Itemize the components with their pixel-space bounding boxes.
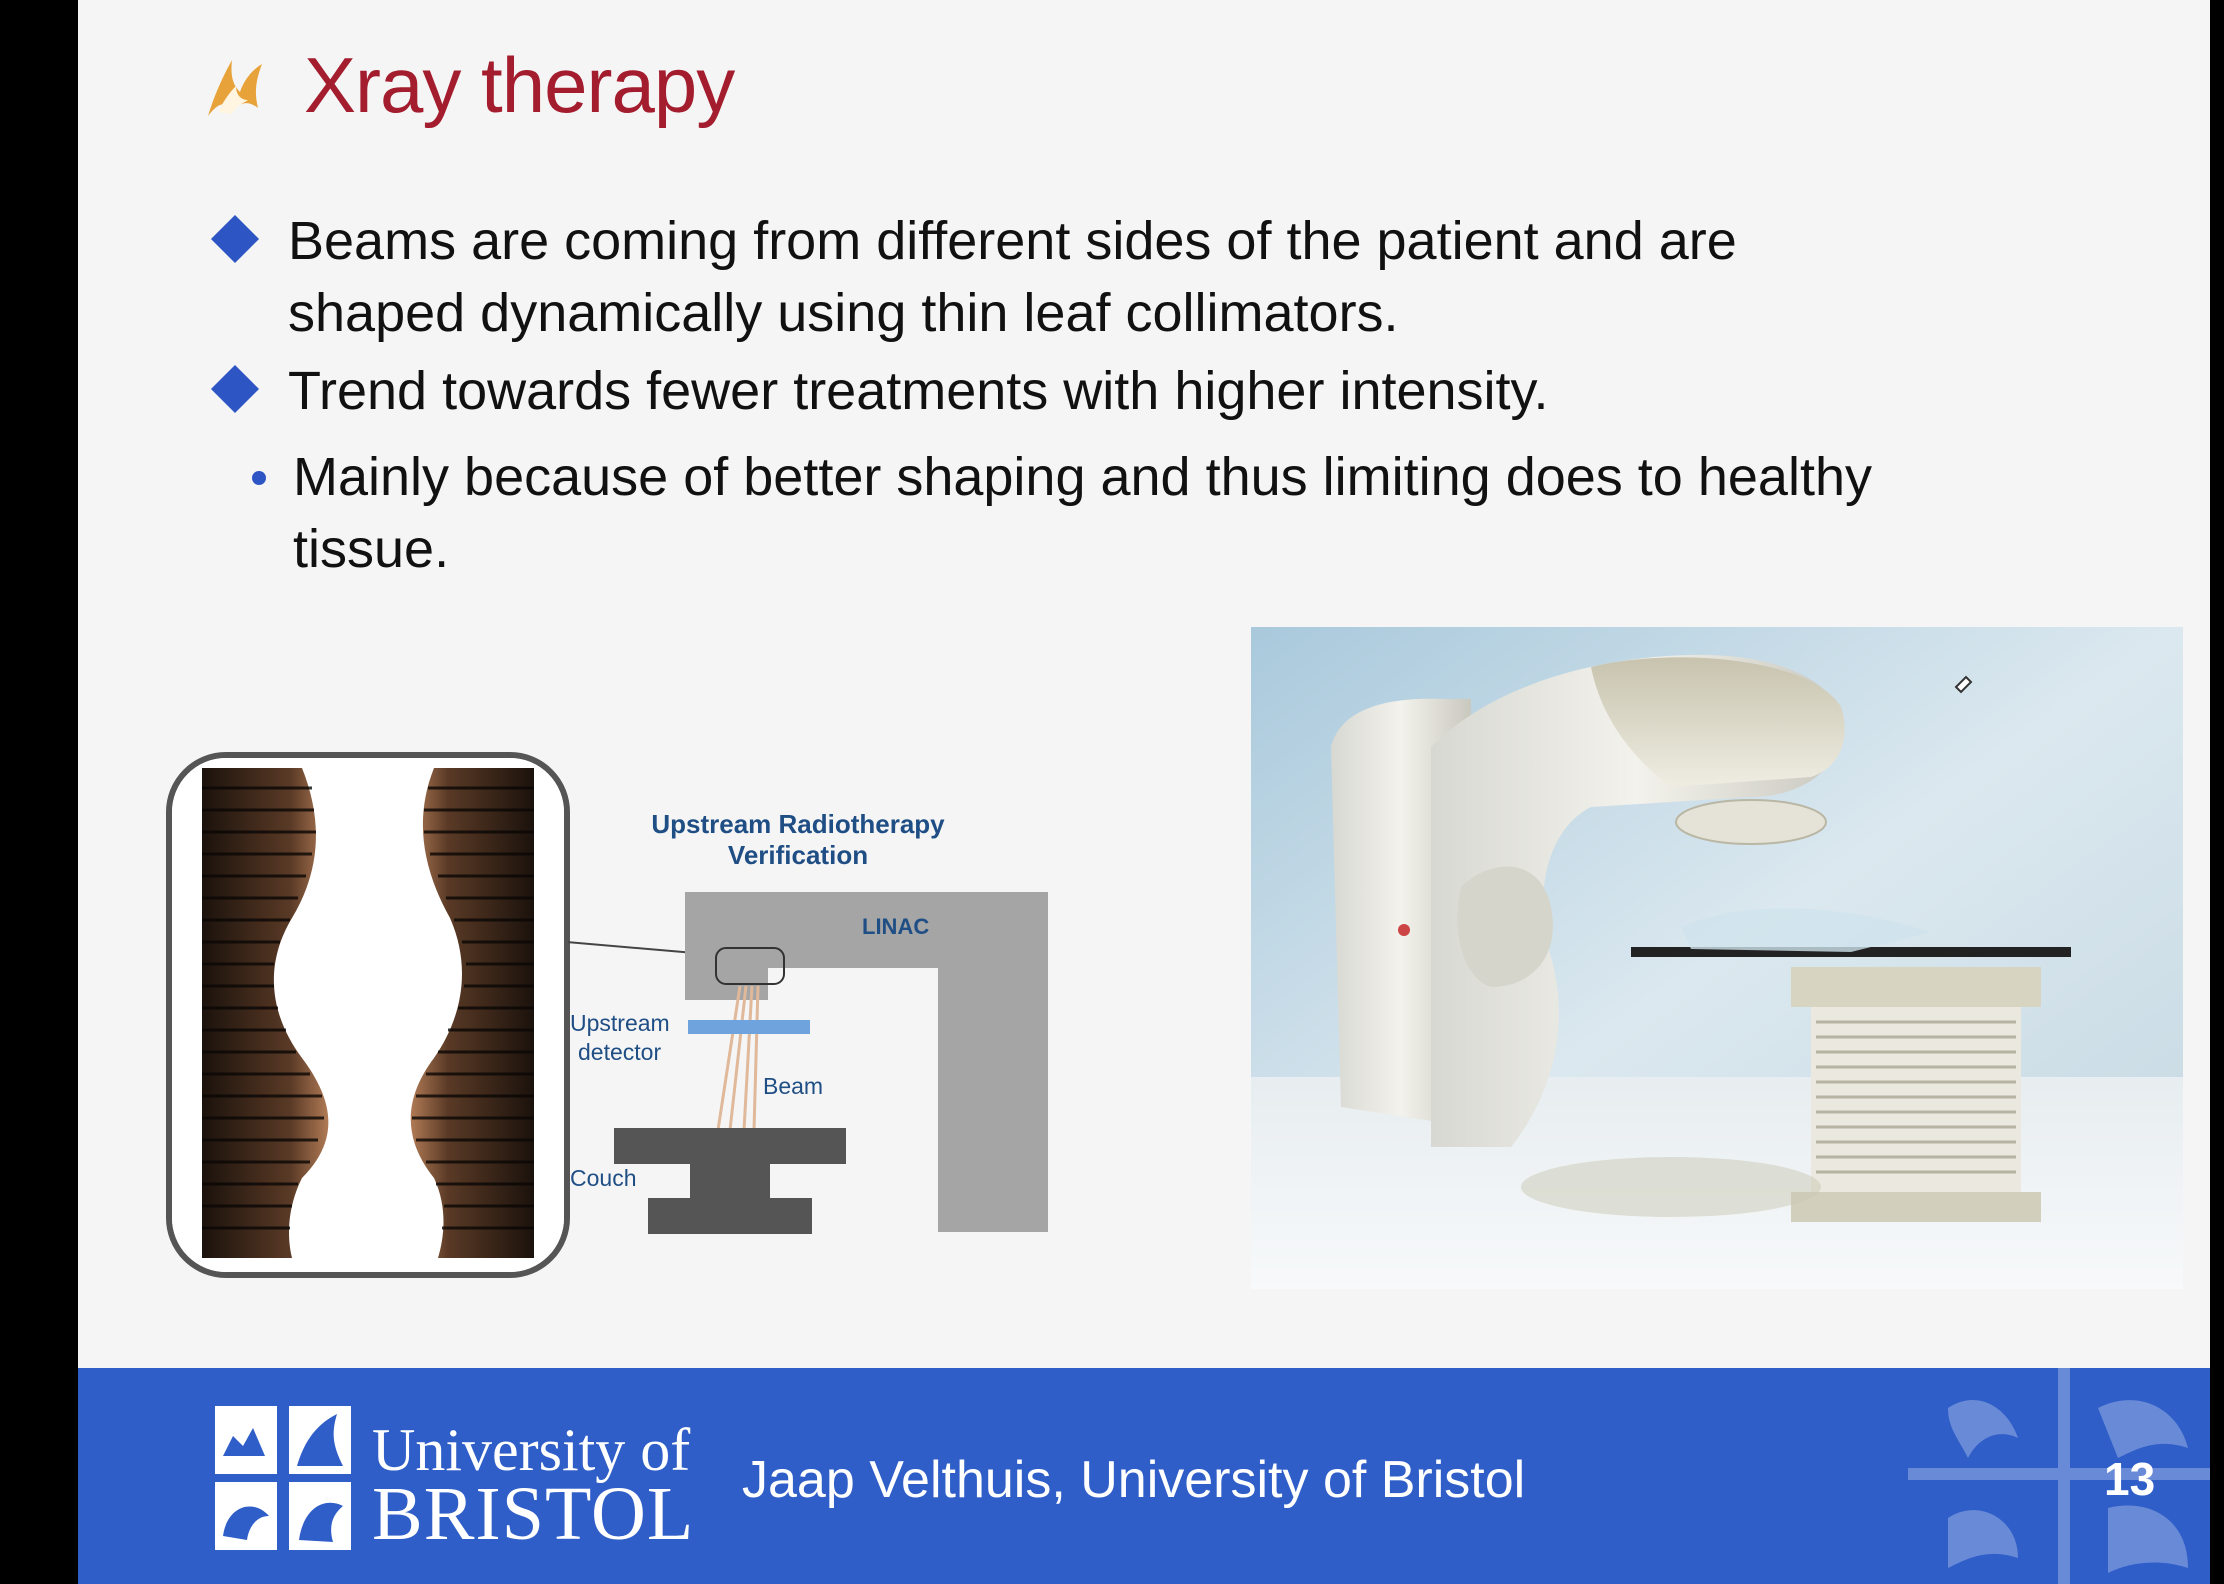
linac-machine-image bbox=[1251, 627, 2183, 1289]
couch-top bbox=[614, 1128, 846, 1164]
bullet-1-line-2: shaped dynamically using thin leaf collimators. bbox=[288, 283, 1399, 343]
bullet-diamond-icon bbox=[211, 215, 259, 263]
sub-bullet-1 bbox=[293, 441, 1872, 585]
slide-title: Xray therapy bbox=[304, 41, 735, 129]
footer-bar bbox=[78, 1368, 2210, 1584]
bullet-diamond-icon bbox=[211, 365, 259, 413]
bullet-1-line-1: Beams are coming from different sides of the patient and are bbox=[288, 211, 1737, 271]
bullet-2-line-1: Trend towards fewer treatments with higher intensity. bbox=[288, 361, 1549, 421]
diagram-title-line-2: Verification bbox=[727, 840, 869, 870]
bristol-crest-watermark-icon bbox=[1908, 1368, 2210, 1584]
upstream-label-line-2: detector bbox=[578, 1039, 662, 1065]
sub-bullet-1-line-1: Mainly because of better shaping and thus limiting does to healthy bbox=[293, 447, 1872, 507]
beam-label: Beam bbox=[763, 1073, 824, 1099]
sub-bullet-dot-icon bbox=[252, 471, 266, 485]
slide bbox=[78, 0, 2210, 1584]
university-crest-icon bbox=[213, 1406, 353, 1550]
page-number: 13 bbox=[2104, 1453, 2156, 1505]
bullet-1 bbox=[288, 205, 1737, 349]
sub-bullet-1-line-2: tissue. bbox=[293, 519, 450, 579]
footer-author: Jaap Velthuis, University of Bristol bbox=[742, 1451, 1526, 1509]
couch-label: Couch bbox=[570, 1165, 637, 1191]
logo-text-line-1: University of bbox=[372, 1417, 691, 1483]
bullet-2 bbox=[288, 355, 1549, 427]
diagram-title-line-1: Upstream Radiotherapy bbox=[651, 809, 945, 839]
couch-middle bbox=[690, 1164, 770, 1198]
flame-logo-icon bbox=[204, 56, 264, 120]
upstream-label-line-1: Upstream bbox=[570, 1010, 670, 1036]
logo-text-line-2: BRISTOL bbox=[372, 1472, 695, 1556]
multileaf-collimator-image bbox=[166, 752, 570, 1278]
upstream-detector-bar bbox=[688, 1020, 810, 1034]
couch-base bbox=[648, 1198, 812, 1234]
beam-rays bbox=[718, 986, 758, 1130]
linac-label: LINAC bbox=[862, 914, 930, 939]
upstream-verification-diagram bbox=[568, 800, 1208, 1260]
